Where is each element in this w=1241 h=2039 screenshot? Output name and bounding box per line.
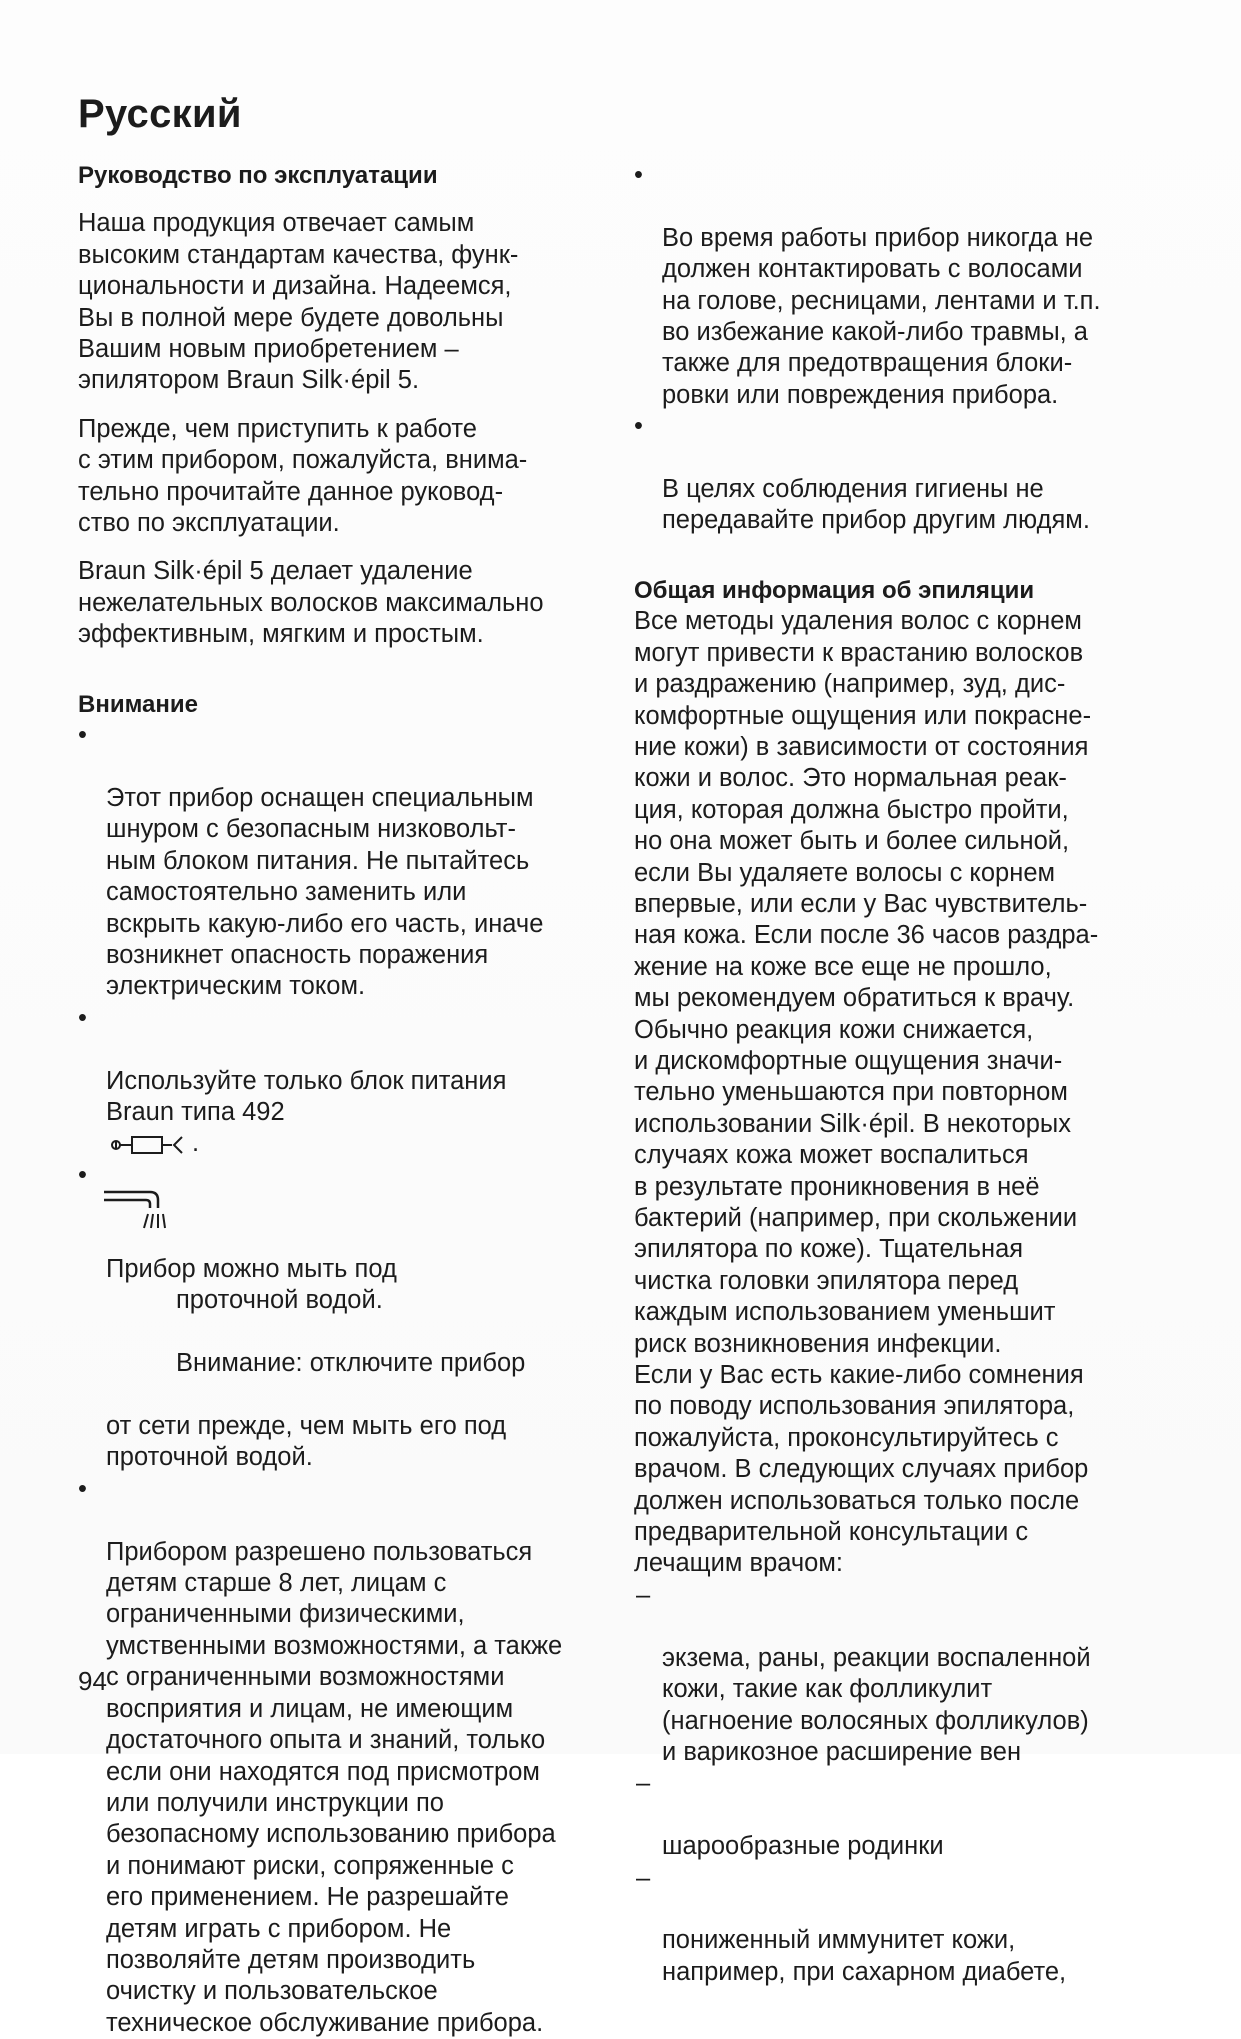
- general-info-paragraph: Все методы удаления волос с корнем могут привести к врастанию волосков и раздражению (например, зуд, дис- комфортные ощущения или покрасне- ние кожи) в зависимости от состояния кожи и волос. Это нормальная реак- ция, которая должна быстро пройти, но она может быть и более сильной, если Вы удаляете волосы с корнем впервые, или если у Вас чувствитель- ная кожа. Если после 36 часов раздра- жение на коже все еще не прошло, мы рекомендуем обратиться к врачу. Обычно реакция кожи снижается, и дискомфортные ощущения значи- тельно уменьшаются при повторном использовании Silk·épil. В некоторых случаях кожа может воспалиться в результате проникновения в неё бактерий (например, при скольжении эпилятора по коже). Тщательная чистка головки эпилятора перед каждым использованием уменьшит риск возникновения инфекции. Если у Вас есть какие-либо сомнения по поводу использования эпилятора, пожалуйста, проконсультируйтесь с врачом. В следующих случаях прибор должен использоваться только после предварительной консультации с лечащим врачом:: [634, 607, 1099, 1578]
- read-first-paragraph: Прежде, чем приступить к работе с этим прибором, пожалуйста, внима- тельно прочитайте данное руковод- ство по эксплуатации.: [78, 414, 528, 538]
- power-supply-symbol-icon: [110, 1132, 192, 1158]
- bullet: •: [634, 161, 643, 189]
- condition-text: экзема, раны, реакции воспаленной кожи, такие как фолликулит (нагноение волосяных фолликулов) и варикозное расширение вен: [662, 1643, 1091, 1766]
- warning-title: Внимание: [78, 690, 198, 718]
- bullet: •: [78, 721, 87, 750]
- bullet: •: [634, 412, 643, 441]
- warning-text: Этот прибор оснащен специальным шнуром с безопасным низковольт- ным блоком питания. Не пытайтесь самостоятельно заменить или вскрыть какую-либо его часть, иначе возникнет опасность поражения электрическим током.: [106, 783, 544, 1001]
- bullet: •: [78, 1160, 87, 1189]
- warning-text: В целях соблюдения гигиены не передавайте прибор другим людям.: [662, 475, 1090, 535]
- warning-text-end: .: [192, 1129, 200, 1158]
- warning-text: Внимание: отключите прибор: [176, 1349, 526, 1378]
- condition-item: [634, 1863, 1174, 1989]
- warning-text: от сети прежде, чем мыть его под проточной водой.: [106, 1412, 507, 1472]
- water-tap-icon: [104, 1188, 166, 1236]
- warning-text: Прибором разрешено пользоваться детям старше 8 лет, лицам с ограниченными физическими, умственными возможностями, а также с ограниченными возможностями восприятия и лицам, не имеющим достаточного опыта и знаний, только если они находятся под присмотром или получили инструкции по безопасному использованию прибора и понимают риски, сопряженные с его применением. Не разрешайте детям играть с прибором. Не позволяйте детям производить очистку и пользовательское техническое обслуживание прибора.: [106, 1537, 563, 2037]
- general-info-title: Общая информация об эпиляции: [634, 576, 1035, 604]
- warning-text: проточной водой.: [176, 1286, 383, 1315]
- right-column: [634, 160, 1174, 1988]
- manual-title: Руководство по эксплуатации: [78, 162, 438, 189]
- dash: –: [636, 1863, 651, 1892]
- warning-item: [634, 160, 1174, 411]
- page-number: 94: [78, 1666, 107, 1696]
- condition-text: пониженный иммунитет кожи, например, при сахарном диабете,: [662, 1926, 1067, 1986]
- intro-paragraph: Наша продукция отвечает самым высоким стандартам качества, функ- циональности и дизайна. Надеемся, Вы в полной мере будете довольны Вашим новым приобретением – эпилятором Braun Silk·épil 5.: [78, 209, 519, 395]
- warning-item: [78, 1160, 618, 1474]
- warning-text: Прибор можно мыть под: [106, 1255, 397, 1283]
- warning-item: [634, 411, 1174, 537]
- dash: –: [636, 1580, 651, 1609]
- bullet: •: [78, 1003, 87, 1032]
- product-paragraph: Braun Silk·épil 5 делает удаление нежелательных волосков максимально эффективным, мягким и простым.: [78, 557, 544, 649]
- dash: –: [636, 1769, 651, 1798]
- condition-item: [634, 1768, 1174, 1862]
- warning-item: [78, 1003, 618, 1160]
- warning-text: Во время работы прибор никогда не должен контактировать с волосами на голове, ресницами, лентами и т.п. во избежание какой-либо травмы, а также для предотвращения блоки- ровки или повреждения прибора.: [662, 223, 1101, 409]
- bullet: •: [78, 1474, 87, 1503]
- language-heading: Русский: [78, 92, 242, 136]
- warning-text: Используйте только блок питания Braun типа 492: [106, 1066, 507, 1126]
- condition-text: шарообразные родинки: [662, 1832, 944, 1861]
- warning-item: [78, 1474, 618, 2039]
- left-column: [78, 160, 618, 2039]
- warning-item: [78, 720, 618, 1003]
- condition-item: [634, 1580, 1174, 1768]
